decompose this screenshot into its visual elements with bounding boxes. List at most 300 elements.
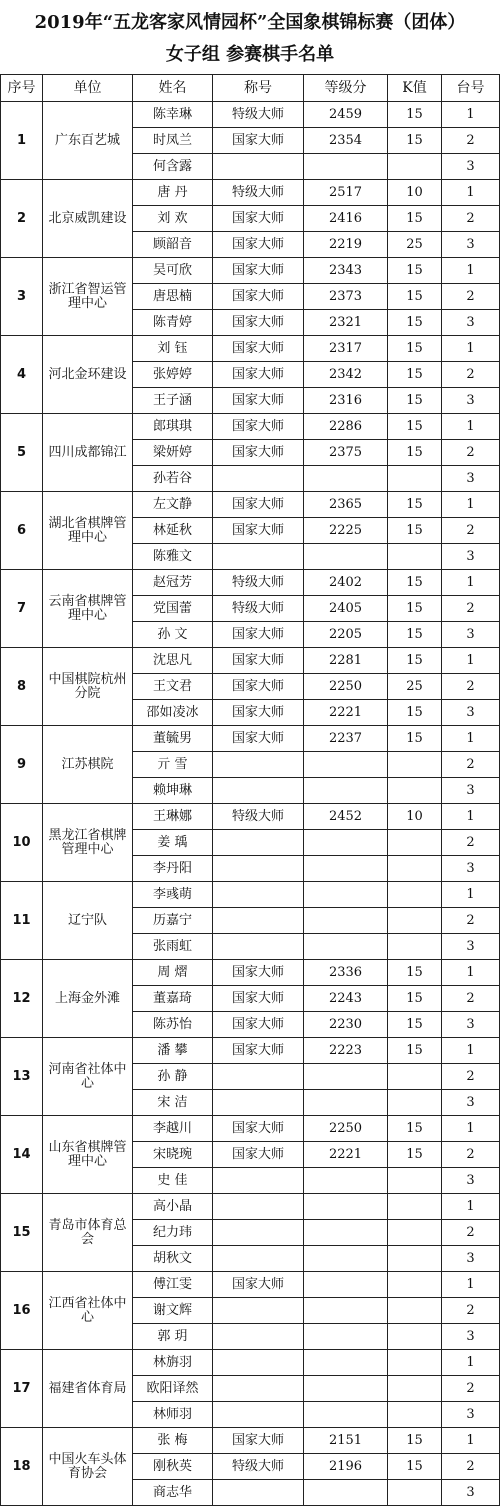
team-unit-cell: 河北金环建设 xyxy=(43,336,133,414)
player-rating-cell: 2221 xyxy=(304,1142,388,1168)
player-rating-cell xyxy=(304,1090,388,1116)
team-unit-cell: 中国火车头体育协会 xyxy=(43,1428,133,1506)
player-rating-cell xyxy=(304,934,388,960)
table-row xyxy=(1,492,500,518)
player-title-cell: 国家大师 xyxy=(213,492,304,518)
player-name-cell: 林延秋 xyxy=(133,518,213,544)
player-k-cell: 15 xyxy=(388,960,442,986)
player-k-cell: 15 xyxy=(388,388,442,414)
player-title-cell: 国家大师 xyxy=(213,1142,304,1168)
player-board-cell: 2 xyxy=(442,596,500,622)
player-name-cell: 亓 雪 xyxy=(133,752,213,778)
player-rating-cell: 2219 xyxy=(304,232,388,258)
player-name-cell: 姜 瑀 xyxy=(133,830,213,856)
player-board-cell: 3 xyxy=(442,154,500,180)
team-seq-cell: 17 xyxy=(1,1350,43,1428)
player-rating-cell xyxy=(304,1246,388,1272)
team-seq-cell: 1 xyxy=(1,102,43,180)
player-rating-cell xyxy=(304,154,388,180)
player-name-cell: 刘 欢 xyxy=(133,206,213,232)
table-row xyxy=(1,1194,500,1220)
team-seq-cell: 13 xyxy=(1,1038,43,1116)
player-board-cell: 2 xyxy=(442,1142,500,1168)
player-rating-cell xyxy=(304,1324,388,1350)
table-row xyxy=(1,570,500,596)
player-board-cell: 3 xyxy=(442,1480,500,1506)
player-roster-table xyxy=(0,74,500,1506)
player-board-cell: 3 xyxy=(442,1012,500,1038)
player-rating-cell: 2243 xyxy=(304,986,388,1012)
team-unit-cell: 山东省棋牌管理中心 xyxy=(43,1116,133,1194)
player-name-cell: 时凤兰 xyxy=(133,128,213,154)
player-k-cell: 15 xyxy=(388,596,442,622)
page-subtitle: 女子组 参赛棋手名单 xyxy=(165,44,335,65)
team-seq-cell: 6 xyxy=(1,492,43,570)
player-title-cell xyxy=(213,1298,304,1324)
player-board-cell: 2 xyxy=(442,752,500,778)
player-k-cell xyxy=(388,154,442,180)
player-title-cell xyxy=(213,466,304,492)
player-board-cell: 2 xyxy=(442,1454,500,1480)
player-k-cell xyxy=(388,1402,442,1428)
team-seq-cell: 16 xyxy=(1,1272,43,1350)
player-rating-cell: 2321 xyxy=(304,310,388,336)
player-title-cell: 国家大师 xyxy=(213,726,304,752)
player-board-cell: 1 xyxy=(442,336,500,362)
player-title-cell: 国家大师 xyxy=(213,1116,304,1142)
player-rating-cell: 2237 xyxy=(304,726,388,752)
player-k-cell: 15 xyxy=(388,518,442,544)
player-name-cell: 刘 钰 xyxy=(133,336,213,362)
player-title-cell: 特级大师 xyxy=(213,180,304,206)
player-title-cell: 特级大师 xyxy=(213,804,304,830)
player-title-cell xyxy=(213,1376,304,1402)
player-k-cell xyxy=(388,882,442,908)
player-title-cell xyxy=(213,154,304,180)
column-header: 序号 xyxy=(1,75,43,102)
player-name-cell: 刚秋英 xyxy=(133,1454,213,1480)
player-name-cell: 邵如凌冰 xyxy=(133,700,213,726)
player-k-cell xyxy=(388,1246,442,1272)
player-k-cell: 15 xyxy=(388,258,442,284)
player-title-cell xyxy=(213,1168,304,1194)
player-title-cell: 国家大师 xyxy=(213,388,304,414)
player-board-cell: 1 xyxy=(442,414,500,440)
player-rating-cell xyxy=(304,1064,388,1090)
table-header-row xyxy=(1,75,500,102)
player-title-cell xyxy=(213,1220,304,1246)
player-title-cell xyxy=(213,1064,304,1090)
player-rating-cell xyxy=(304,856,388,882)
player-name-cell: 高小晶 xyxy=(133,1194,213,1220)
player-name-cell: 宋晓琬 xyxy=(133,1142,213,1168)
column-header: 姓名 xyxy=(133,75,213,102)
player-board-cell: 1 xyxy=(442,570,500,596)
player-title-cell: 国家大师 xyxy=(213,960,304,986)
player-name-cell: 左文静 xyxy=(133,492,213,518)
team-seq-cell: 11 xyxy=(1,882,43,960)
player-name-cell: 历嘉宁 xyxy=(133,908,213,934)
player-name-cell: 陈青婷 xyxy=(133,310,213,336)
player-title-cell: 国家大师 xyxy=(213,258,304,284)
player-rating-cell: 2402 xyxy=(304,570,388,596)
player-name-cell: 赵冠芳 xyxy=(133,570,213,596)
player-rating-cell: 2416 xyxy=(304,206,388,232)
player-name-cell: 王琳娜 xyxy=(133,804,213,830)
player-board-cell: 3 xyxy=(442,700,500,726)
player-title-cell: 国家大师 xyxy=(213,1038,304,1064)
table-row xyxy=(1,102,500,128)
player-rating-cell: 2250 xyxy=(304,674,388,700)
player-title-cell xyxy=(213,778,304,804)
player-board-cell: 3 xyxy=(442,1402,500,1428)
player-board-cell: 1 xyxy=(442,804,500,830)
player-k-cell xyxy=(388,1220,442,1246)
team-seq-cell: 3 xyxy=(1,258,43,336)
table-row xyxy=(1,1428,500,1454)
column-header: K值 xyxy=(388,75,442,102)
player-k-cell: 15 xyxy=(388,1012,442,1038)
player-title-cell xyxy=(213,856,304,882)
player-board-cell: 2 xyxy=(442,518,500,544)
player-name-cell: 陈幸琳 xyxy=(133,102,213,128)
player-board-cell: 3 xyxy=(442,232,500,258)
team-unit-cell: 青岛市体育总会 xyxy=(43,1194,133,1272)
player-k-cell xyxy=(388,1298,442,1324)
player-rating-cell xyxy=(304,1350,388,1376)
player-rating-cell: 2250 xyxy=(304,1116,388,1142)
player-name-cell: 张婷婷 xyxy=(133,362,213,388)
team-unit-cell: 辽宁队 xyxy=(43,882,133,960)
team-seq-cell: 15 xyxy=(1,1194,43,1272)
player-board-cell: 3 xyxy=(442,778,500,804)
player-board-cell: 3 xyxy=(442,1324,500,1350)
player-board-cell: 2 xyxy=(442,284,500,310)
team-unit-cell: 上海金外滩 xyxy=(43,960,133,1038)
player-k-cell: 15 xyxy=(388,1142,442,1168)
player-title-cell xyxy=(213,1350,304,1376)
player-rating-cell xyxy=(304,1220,388,1246)
player-board-cell: 2 xyxy=(442,830,500,856)
player-rating-cell xyxy=(304,1376,388,1402)
player-name-cell: 王子涵 xyxy=(133,388,213,414)
player-board-cell: 3 xyxy=(442,544,500,570)
player-k-cell: 15 xyxy=(388,1116,442,1142)
player-k-cell xyxy=(388,1064,442,1090)
player-name-cell: 林师羽 xyxy=(133,1402,213,1428)
player-k-cell: 15 xyxy=(388,128,442,154)
player-board-cell: 1 xyxy=(442,1038,500,1064)
player-rating-cell: 2151 xyxy=(304,1428,388,1454)
player-board-cell: 3 xyxy=(442,934,500,960)
player-title-cell: 国家大师 xyxy=(213,336,304,362)
player-title-cell: 特级大师 xyxy=(213,1454,304,1480)
player-board-cell: 2 xyxy=(442,440,500,466)
player-name-cell: 吴可欣 xyxy=(133,258,213,284)
player-title-cell xyxy=(213,1194,304,1220)
player-name-cell: 李越川 xyxy=(133,1116,213,1142)
player-name-cell: 李丹阳 xyxy=(133,856,213,882)
player-rating-cell xyxy=(304,752,388,778)
player-title-cell: 国家大师 xyxy=(213,700,304,726)
player-name-cell: 孙 静 xyxy=(133,1064,213,1090)
player-name-cell: 沈思凡 xyxy=(133,648,213,674)
table-row xyxy=(1,180,500,206)
player-board-cell: 2 xyxy=(442,128,500,154)
player-board-cell: 2 xyxy=(442,1064,500,1090)
player-title-cell: 国家大师 xyxy=(213,414,304,440)
player-board-cell: 3 xyxy=(442,1168,500,1194)
player-title-cell: 国家大师 xyxy=(213,232,304,258)
team-seq-cell: 8 xyxy=(1,648,43,726)
player-title-cell xyxy=(213,1402,304,1428)
player-k-cell: 10 xyxy=(388,804,442,830)
team-seq-cell: 18 xyxy=(1,1428,43,1506)
table-row xyxy=(1,258,500,284)
player-k-cell xyxy=(388,544,442,570)
player-title-cell xyxy=(213,830,304,856)
table-row xyxy=(1,960,500,986)
player-title-cell xyxy=(213,1324,304,1350)
player-title-cell: 国家大师 xyxy=(213,440,304,466)
table-row xyxy=(1,1116,500,1142)
table-row xyxy=(1,414,500,440)
player-name-cell: 周 熠 xyxy=(133,960,213,986)
player-name-cell: 党国蕾 xyxy=(133,596,213,622)
player-title-cell: 国家大师 xyxy=(213,1012,304,1038)
player-rating-cell: 2336 xyxy=(304,960,388,986)
player-rating-cell xyxy=(304,466,388,492)
player-name-cell: 胡秋文 xyxy=(133,1246,213,1272)
player-title-cell: 国家大师 xyxy=(213,518,304,544)
player-rating-cell xyxy=(304,1298,388,1324)
team-seq-cell: 2 xyxy=(1,180,43,258)
player-name-cell: 张 梅 xyxy=(133,1428,213,1454)
player-k-cell xyxy=(388,752,442,778)
table-row xyxy=(1,1272,500,1298)
team-seq-cell: 7 xyxy=(1,570,43,648)
player-rating-cell: 2452 xyxy=(304,804,388,830)
player-k-cell: 15 xyxy=(388,414,442,440)
player-title-cell: 特级大师 xyxy=(213,596,304,622)
player-board-cell: 3 xyxy=(442,1090,500,1116)
player-rating-cell: 2354 xyxy=(304,128,388,154)
player-board-cell: 3 xyxy=(442,310,500,336)
player-rating-cell xyxy=(304,544,388,570)
player-name-cell: 张雨虹 xyxy=(133,934,213,960)
player-k-cell: 15 xyxy=(388,362,442,388)
team-unit-cell: 河南省社体中心 xyxy=(43,1038,133,1116)
team-unit-cell: 黑龙江省棋牌管理中心 xyxy=(43,804,133,882)
player-k-cell xyxy=(388,466,442,492)
player-k-cell: 15 xyxy=(388,726,442,752)
player-k-cell: 15 xyxy=(388,700,442,726)
team-unit-cell: 浙江省智运管理中心 xyxy=(43,258,133,336)
player-name-cell: 李彧萌 xyxy=(133,882,213,908)
table-row xyxy=(1,804,500,830)
player-name-cell: 顾韶音 xyxy=(133,232,213,258)
player-rating-cell xyxy=(304,1480,388,1506)
player-title-cell xyxy=(213,752,304,778)
player-k-cell: 15 xyxy=(388,986,442,1012)
player-title-cell xyxy=(213,1090,304,1116)
player-name-cell: 林旃羽 xyxy=(133,1350,213,1376)
player-name-cell: 傅江雯 xyxy=(133,1272,213,1298)
player-board-cell: 2 xyxy=(442,908,500,934)
player-name-cell: 赖坤琳 xyxy=(133,778,213,804)
player-name-cell: 郎琪琪 xyxy=(133,414,213,440)
player-rating-cell xyxy=(304,882,388,908)
player-title-cell: 国家大师 xyxy=(213,362,304,388)
player-name-cell: 潘 攀 xyxy=(133,1038,213,1064)
team-seq-cell: 5 xyxy=(1,414,43,492)
player-rating-cell: 2223 xyxy=(304,1038,388,1064)
player-k-cell: 15 xyxy=(388,336,442,362)
player-title-cell: 国家大师 xyxy=(213,128,304,154)
player-title-cell: 国家大师 xyxy=(213,648,304,674)
player-rating-cell xyxy=(304,1168,388,1194)
player-k-cell xyxy=(388,1090,442,1116)
player-rating-cell: 2316 xyxy=(304,388,388,414)
player-title-cell: 国家大师 xyxy=(213,986,304,1012)
player-board-cell: 1 xyxy=(442,258,500,284)
table-row xyxy=(1,1350,500,1376)
player-board-cell: 3 xyxy=(442,466,500,492)
team-seq-cell: 4 xyxy=(1,336,43,414)
team-seq-cell: 14 xyxy=(1,1116,43,1194)
team-seq-cell: 9 xyxy=(1,726,43,804)
player-name-cell: 梁妍婷 xyxy=(133,440,213,466)
table-row xyxy=(1,648,500,674)
player-board-cell: 1 xyxy=(442,1272,500,1298)
player-board-cell: 2 xyxy=(442,986,500,1012)
player-k-cell: 10 xyxy=(388,180,442,206)
player-board-cell: 2 xyxy=(442,206,500,232)
player-title-cell xyxy=(213,1480,304,1506)
player-title-cell xyxy=(213,882,304,908)
player-board-cell: 2 xyxy=(442,362,500,388)
player-k-cell xyxy=(388,778,442,804)
player-k-cell: 15 xyxy=(388,284,442,310)
player-rating-cell: 2286 xyxy=(304,414,388,440)
player-k-cell xyxy=(388,908,442,934)
player-board-cell: 2 xyxy=(442,1220,500,1246)
column-header: 单位 xyxy=(43,75,133,102)
player-title-cell: 特级大师 xyxy=(213,102,304,128)
player-rating-cell xyxy=(304,1272,388,1298)
team-seq-cell: 12 xyxy=(1,960,43,1038)
player-name-cell: 宋 洁 xyxy=(133,1090,213,1116)
table-row xyxy=(1,1038,500,1064)
player-k-cell: 15 xyxy=(388,570,442,596)
player-board-cell: 1 xyxy=(442,882,500,908)
player-rating-cell xyxy=(304,1194,388,1220)
player-title-cell xyxy=(213,908,304,934)
team-unit-cell: 广东百艺城 xyxy=(43,102,133,180)
player-k-cell xyxy=(388,1376,442,1402)
player-title-cell: 国家大师 xyxy=(213,310,304,336)
player-name-cell: 孙若谷 xyxy=(133,466,213,492)
player-name-cell: 谢文辉 xyxy=(133,1298,213,1324)
player-rating-cell: 2405 xyxy=(304,596,388,622)
player-board-cell: 3 xyxy=(442,856,500,882)
player-board-cell: 3 xyxy=(442,622,500,648)
player-name-cell: 陈苏怡 xyxy=(133,1012,213,1038)
player-title-cell xyxy=(213,544,304,570)
table-row xyxy=(1,336,500,362)
player-k-cell xyxy=(388,1324,442,1350)
team-unit-cell: 云南省棋牌管理中心 xyxy=(43,570,133,648)
player-board-cell: 1 xyxy=(442,102,500,128)
player-rating-cell: 2281 xyxy=(304,648,388,674)
player-board-cell: 2 xyxy=(442,674,500,700)
player-name-cell: 唐思楠 xyxy=(133,284,213,310)
player-board-cell: 1 xyxy=(442,1194,500,1220)
player-k-cell xyxy=(388,1272,442,1298)
column-header: 台号 xyxy=(442,75,500,102)
table-row xyxy=(1,882,500,908)
player-k-cell xyxy=(388,1194,442,1220)
player-rating-cell: 2459 xyxy=(304,102,388,128)
player-rating-cell xyxy=(304,1402,388,1428)
player-name-cell: 王文君 xyxy=(133,674,213,700)
player-k-cell: 15 xyxy=(388,102,442,128)
player-title-cell xyxy=(213,1246,304,1272)
player-k-cell: 15 xyxy=(388,206,442,232)
team-unit-cell: 湖北省棋牌管理中心 xyxy=(43,492,133,570)
player-name-cell: 商志华 xyxy=(133,1480,213,1506)
team-unit-cell: 江苏棋院 xyxy=(43,726,133,804)
player-k-cell xyxy=(388,1480,442,1506)
player-board-cell: 3 xyxy=(442,388,500,414)
player-k-cell xyxy=(388,856,442,882)
player-rating-cell: 2317 xyxy=(304,336,388,362)
player-board-cell: 1 xyxy=(442,648,500,674)
player-name-cell: 欧阳译然 xyxy=(133,1376,213,1402)
player-rating-cell: 2342 xyxy=(304,362,388,388)
player-name-cell: 史 佳 xyxy=(133,1168,213,1194)
player-name-cell: 唐 丹 xyxy=(133,180,213,206)
player-k-cell xyxy=(388,1350,442,1376)
player-board-cell: 1 xyxy=(442,1350,500,1376)
team-unit-cell: 四川成都锦江 xyxy=(43,414,133,492)
player-rating-cell xyxy=(304,830,388,856)
player-k-cell: 15 xyxy=(388,648,442,674)
player-title-cell: 国家大师 xyxy=(213,206,304,232)
player-board-cell: 1 xyxy=(442,1116,500,1142)
player-title-cell: 特级大师 xyxy=(213,570,304,596)
column-header: 称号 xyxy=(213,75,304,102)
page-title: 2019年“五龙客家风情园杯”全国象棋锦标赛（团体） xyxy=(34,12,466,33)
player-title-cell: 国家大师 xyxy=(213,284,304,310)
player-name-cell: 孙 文 xyxy=(133,622,213,648)
player-board-cell: 1 xyxy=(442,180,500,206)
player-name-cell: 陈雅文 xyxy=(133,544,213,570)
team-unit-cell: 福建省体育局 xyxy=(43,1350,133,1428)
player-k-cell xyxy=(388,934,442,960)
player-rating-cell: 2373 xyxy=(304,284,388,310)
team-seq-cell: 10 xyxy=(1,804,43,882)
player-rating-cell: 2205 xyxy=(304,622,388,648)
player-title-cell: 国家大师 xyxy=(213,1428,304,1454)
player-name-cell: 董嘉琦 xyxy=(133,986,213,1012)
player-board-cell: 3 xyxy=(442,1246,500,1272)
roster-body xyxy=(1,102,500,1506)
player-rating-cell xyxy=(304,908,388,934)
player-title-cell: 国家大师 xyxy=(213,1272,304,1298)
player-rating-cell: 2365 xyxy=(304,492,388,518)
player-k-cell xyxy=(388,830,442,856)
